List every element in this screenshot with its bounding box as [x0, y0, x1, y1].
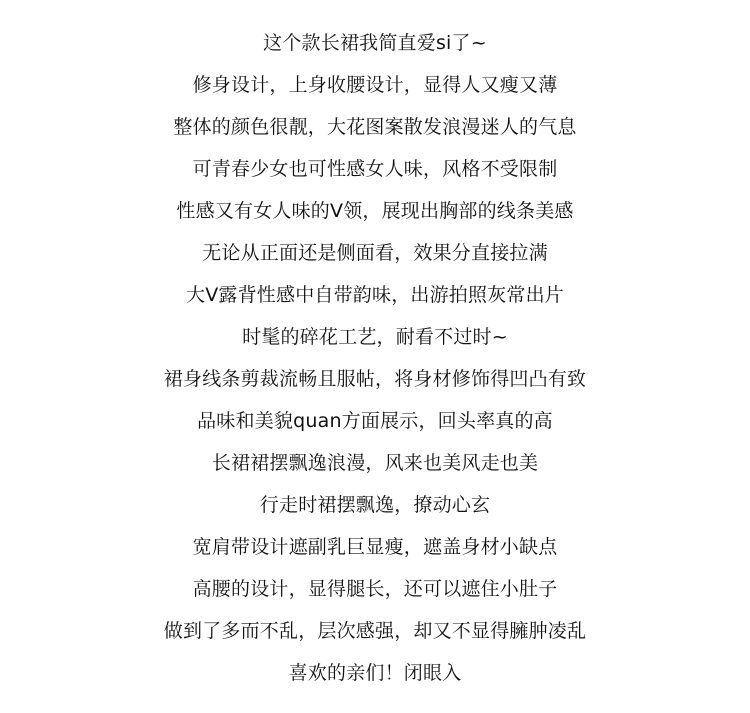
text-line: 行走时裙摆飘逸，撩动心玄: [259, 494, 491, 516]
text-line: 宽肩带设计遮副乳巨显瘦，遮盖身材小缺点: [192, 536, 558, 558]
text-line: 无论从正面还是侧面看，效果分直接拉满: [202, 242, 548, 264]
text-line: 修身设计，上身收腰设计，显得人又瘦又薄: [192, 74, 558, 96]
text-line: 可青春少女也可性感女人味，风格不受限制: [192, 158, 558, 180]
text-line: 长裙裙摆飘逸浪漫，风来也美风走也美: [211, 452, 539, 474]
text-line: 性感又有女人味的V领，展现出胸部的线条美感: [176, 200, 574, 222]
description-text-block: [0, 22, 750, 694]
text-line: 喜欢的亲们！闭眼入: [288, 662, 462, 684]
text-line: 高腰的设计，显得腿长，还可以遮住小肚子: [192, 578, 558, 600]
text-line: 品味和美貌quan方面展示，回头率真的高: [197, 410, 553, 432]
text-line: 裙身线条剪裁流畅且服帖，将身材修饰得凹凸有致: [163, 368, 587, 390]
text-line: 做到了多而不乱，层次感强，却又不显得臃肿凌乱: [163, 620, 587, 642]
text-line: 整体的颜色很靓，大花图案散发浪漫迷人的气息: [173, 116, 577, 138]
text-line: 时髦的碎花工艺，耐看不过时~: [242, 326, 508, 348]
text-line: 大V露背性感中自带韵味，出游拍照灰常出片: [186, 284, 564, 306]
text-line: 这个款长裙我简直爱si了~: [263, 32, 487, 54]
